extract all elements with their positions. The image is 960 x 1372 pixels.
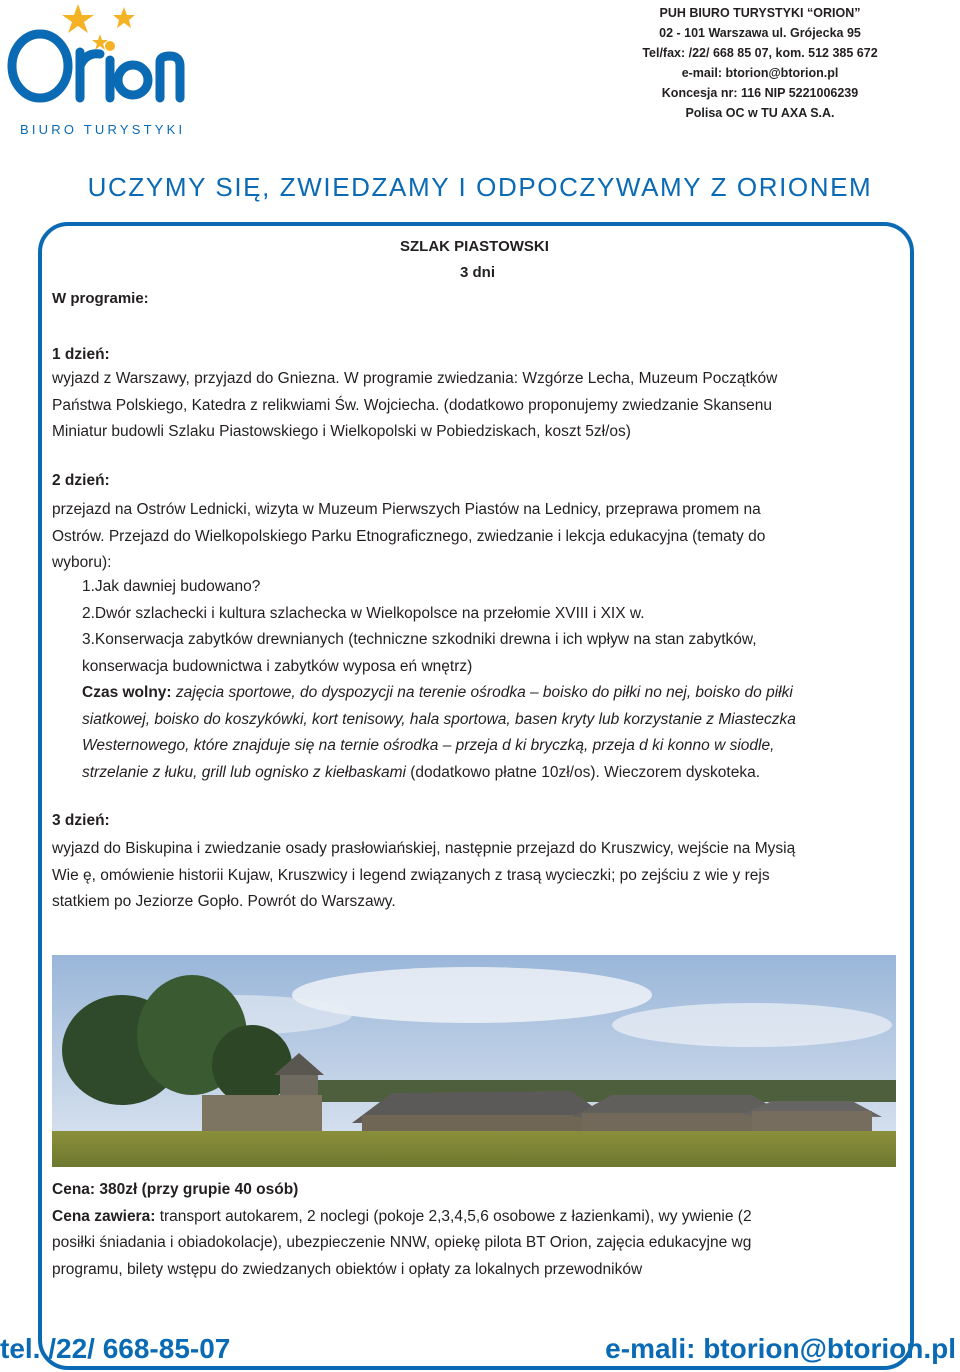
logo-tagline: BIURO TURYSTYKI xyxy=(20,122,186,137)
footer-phone[interactable]: tel. /22/ 668-85-07 xyxy=(0,1333,231,1364)
free-time-line: Westernowego, które znajduje się na ternie ośrodka – przeja d ki bryczką, przeja d ki konno w siodle, xyxy=(82,737,775,754)
trip-title: SZLAK PIASTOWSKI xyxy=(400,238,549,255)
price-includes-text: transport autokarem, 2 noclegi (pokoje 2,3,4,5,6 osobowe z łazienkami), wy ywienie (2 xyxy=(155,1207,752,1225)
company-email: e-mail: btorion@btorion.pl xyxy=(681,66,839,80)
day2-topics xyxy=(82,574,902,786)
price-section xyxy=(52,1177,892,1283)
day1-line: Miniatur budowli Szlaku Piastowskiego i Wielkopolski w Pobiedziskach, koszt 5zł/os) xyxy=(52,423,631,440)
day2-line: przejazd na Ostrów Lednicki, wizyta w Muzeum Pierwszych Piastów na Lednicy, przeprawa promem na xyxy=(52,501,761,518)
free-time-text: zajęcia sportowe, do dyspozycji na terenie ośrodka – boisko do piłki no nej, boisko do piłki xyxy=(171,684,793,701)
topic-item: 2.Dwór szlachecki i kultura szlachecka w Wielkopolsce na przełomie XVIII i XIX w. xyxy=(82,604,645,622)
star-icon xyxy=(113,7,135,28)
free-time-line xyxy=(82,760,902,787)
star-icon xyxy=(62,4,94,33)
price-includes-line xyxy=(52,1204,892,1231)
day1-line: Państwa Polskiego, Katedra z relikwiami Św. Wojciecha. (dodatkowo proponujemy zwiedzanie Skansenu xyxy=(52,396,772,414)
price-includes-label: Cena zawiera: xyxy=(52,1207,156,1225)
footer-email[interactable]: e-mali: btorion@btorion.pl xyxy=(605,1333,956,1364)
free-time-tail: (dodatkowo płatne 10zł/os). Wieczorem dyskoteka. xyxy=(405,763,760,781)
price-line: Cena: 380zł (przy grupie 40 osób) xyxy=(52,1181,299,1198)
company-name: PUH BIURO TURYSTYKI “ORION” xyxy=(659,6,861,20)
day3-line: wyjazd do Biskupina i zwiedzanie osady prasłowiańskiej, następnie przejazd do Kruszwicy, wejście na Mysią xyxy=(52,840,796,857)
free-time-line: siatkowej, boisko do koszykówki, kort tenisowy, hala sportowa, basen kryty lub korzystanie z Miasteczka xyxy=(82,710,796,728)
topic-item: 3.Konserwacja zabytków drewnianych (techniczne szkodniki drewna i ich wpływ na stan zabytków, xyxy=(82,631,757,648)
day2-heading: 2 dzień: xyxy=(52,472,110,489)
free-time-line xyxy=(82,680,902,707)
program-label: W programie: xyxy=(52,290,149,307)
day1-heading: 1 dzień: xyxy=(52,346,110,363)
company-license: Koncesja nr: 116 NIP 5221006239 xyxy=(661,86,859,100)
day1-line: wyjazd z Warszawy, przyjazd do Gniezna. W programie zwiedzania: Wzgórze Lecha, Muzeum Początków xyxy=(52,370,778,387)
price-includes-line: posiłki śniadania i obiadokolacje), ubezpieczenie NNW, opiekę pilota BT Orion, zajęcia edukacyjne wg xyxy=(52,1234,752,1251)
price-includes-line: programu, bilety wstępu do zwiedzanych obiektów i opłaty za lokalnych przewodników xyxy=(52,1260,643,1278)
day3-description xyxy=(52,836,882,916)
day1-description xyxy=(52,366,882,446)
day2-description xyxy=(52,497,882,577)
free-time-text: strzelanie z łuku, grill lub ognisko z kiełbaskami xyxy=(82,763,406,781)
slogan-heading: UCZYMY SIĘ, ZWIEDZAMY I ODPOCZYWAMY Z ORIONEM xyxy=(87,172,873,202)
day2-line: Ostrów. Przejazd do Wielkopolskiego Parku Etnograficznego, zwiedzanie i lekcja edukacyjna (tematy do xyxy=(52,527,766,545)
company-insurance: Polisa OC w TU AXA S.A. xyxy=(685,106,835,120)
company-info xyxy=(560,3,960,123)
day3-heading: 3 dzień: xyxy=(52,812,110,829)
trip-duration: 3 dni xyxy=(460,264,496,281)
free-time-label: Czas wolny: xyxy=(82,684,172,701)
day3-line: statkiem po Jeziorze Gopło. Powrót do Warszawy. xyxy=(52,893,396,910)
company-address: 02 - 101 Warszawa ul. Grójecka 95 xyxy=(659,26,861,40)
topic-item: 1.Jak dawniej budowano? xyxy=(82,578,261,595)
company-phone: Tel/fax: /22/ 668 85 07, kom. 512 385 672 xyxy=(642,46,878,60)
topic-item: konserwacja budownictwa i zabytków wyposa eń wnętrz) xyxy=(82,657,473,675)
skansen-photo xyxy=(52,955,896,1167)
day2-line: wyboru): xyxy=(52,554,112,571)
day3-line: Wie ę, omówienie historii Kujaw, Kruszwicy i legend związanych z trasą wycieczki; po zejściu z wie y rejs xyxy=(52,866,770,884)
photo-illustration xyxy=(52,955,896,1167)
